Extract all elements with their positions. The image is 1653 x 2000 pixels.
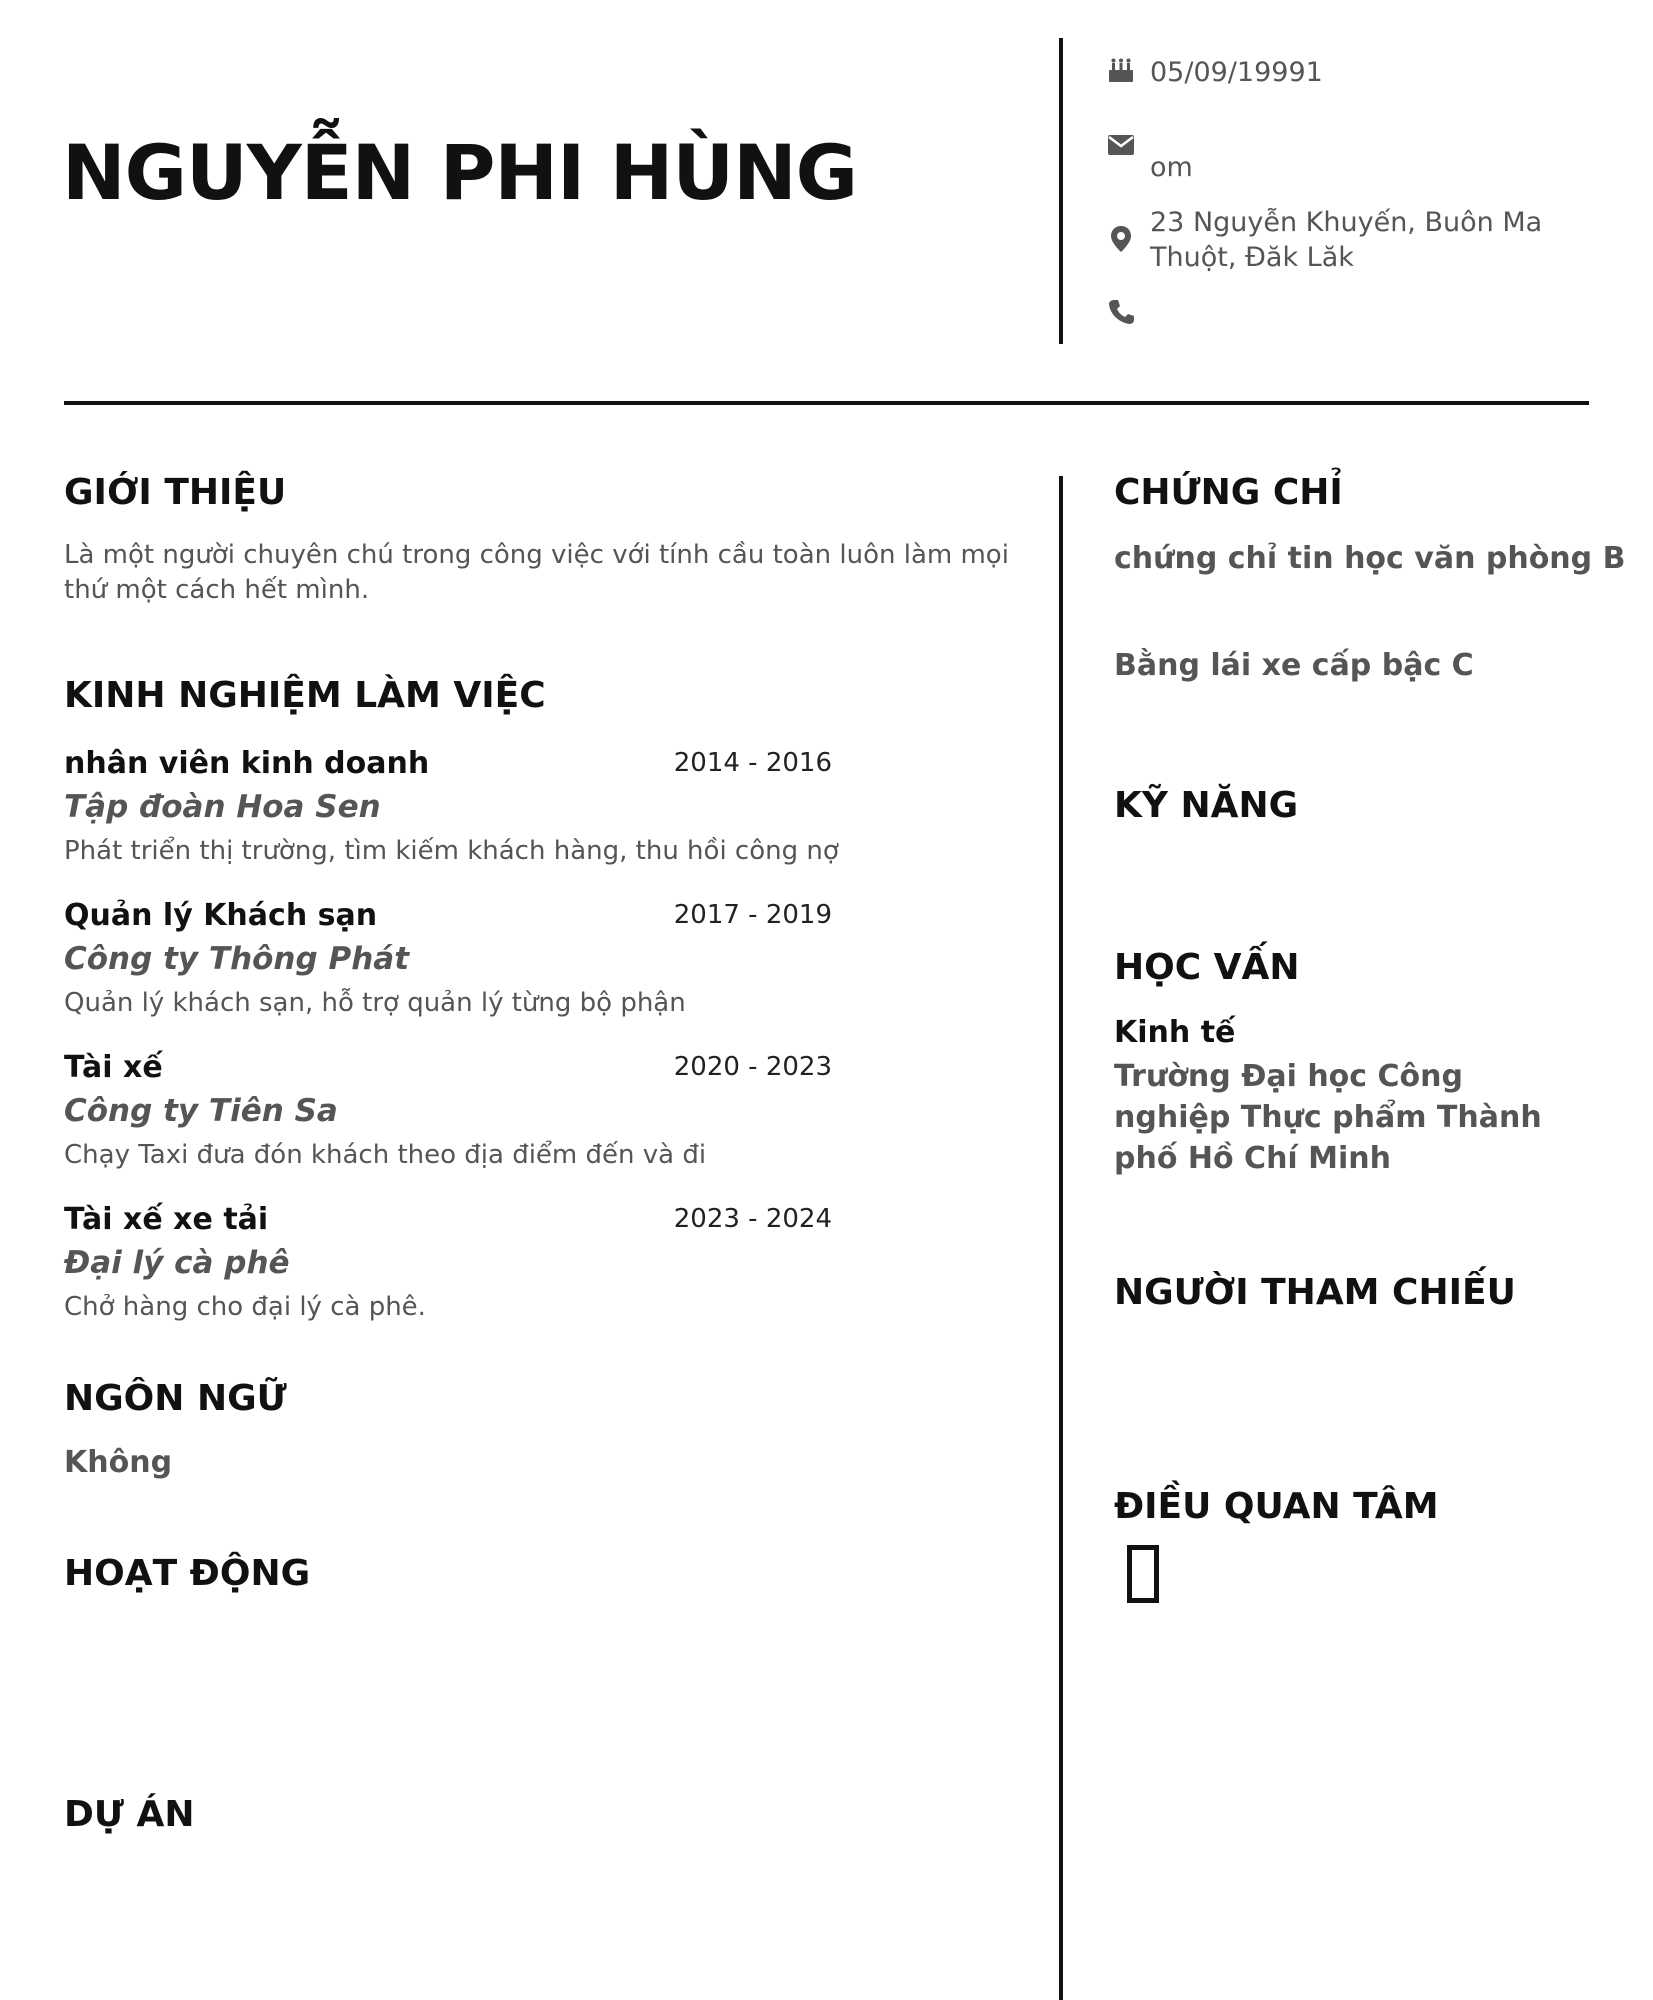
skills-title: KỸ NĂNG <box>1114 785 1299 826</box>
phone-icon <box>1106 297 1136 327</box>
job-years: 2017 - 2019 <box>673 900 832 930</box>
contact-address: 23 Nguyễn Khuyến, Buôn Ma Thuột, Đăk Lăk <box>1150 207 1543 273</box>
job-years: 2014 - 2016 <box>673 748 832 778</box>
certificate-item: chứng chỉ tin học văn phòng B <box>1114 541 1626 576</box>
interests-title: ĐIỀU QUAN TÂM <box>1114 1486 1439 1527</box>
missing-glyph-icon <box>1127 1545 1159 1603</box>
job-position: Tài xế <box>64 1050 163 1085</box>
education-school: Trường Đại học Công nghiệp Thực phẩm Thành phố Hồ Chí Minh <box>1114 1059 1542 1176</box>
job-company: Tập đoàn Hoa Sen <box>64 789 381 825</box>
job-description: Quản lý khách sạn, hỗ trợ quản lý từng bộ phận <box>64 988 686 1018</box>
envelope-icon <box>1106 130 1136 160</box>
certificates-title: CHỨNG CHỈ <box>1114 472 1343 513</box>
job-description: Chở hàng cho đại lý cà phê. <box>64 1292 426 1322</box>
certificate-item: Bằng lái xe cấp bậc C <box>1114 648 1474 683</box>
job-company: Công ty Tiên Sa <box>64 1093 338 1129</box>
header-divider-horizontal <box>64 401 1589 405</box>
job-position: Quản lý Khách sạn <box>64 898 378 933</box>
education-major: Kinh tế <box>1114 1015 1236 1050</box>
education-title: HỌC VẤN <box>1114 947 1300 988</box>
contact-birthday: 05/09/19991 <box>1150 57 1323 88</box>
job-company: Công ty Thông Phát <box>64 941 410 977</box>
map-marker-icon <box>1106 224 1136 254</box>
contact-email[interactable]: om <box>1150 152 1193 183</box>
job-position: Tài xế xe tải <box>64 1202 269 1237</box>
column-divider <box>1059 476 1063 2000</box>
job-company: Đại lý cà phê <box>64 1245 290 1281</box>
experience-title: KINH NGHIỆM LÀM VIỆC <box>64 675 546 716</box>
candidate-name: NGUYỄN PHI HÙNG <box>62 128 858 217</box>
header-divider-vertical <box>1059 38 1063 344</box>
projects-title: DỰ ÁN <box>64 1794 195 1835</box>
job-years: 2020 - 2023 <box>673 1052 832 1082</box>
job-years: 2023 - 2024 <box>673 1204 832 1234</box>
languages-title: NGÔN NGỮ <box>64 1378 287 1419</box>
intro-text: Là một người chuyên chú trong công việc với tính cầu toàn luôn làm mọi thứ một cách hết mình. <box>64 540 1009 605</box>
birthday-cake-icon <box>1106 56 1136 86</box>
job-description: Phát triển thị trường, tìm kiếm khách hàng, thu hồi công nợ <box>64 836 839 866</box>
references-title: NGƯỜI THAM CHIẾU <box>1114 1272 1516 1313</box>
activities-title: HOẠT ĐỘNG <box>64 1553 311 1594</box>
job-description: Chạy Taxi đưa đón khách theo địa điểm đến và đi <box>64 1140 707 1170</box>
language-value: Không <box>64 1445 173 1480</box>
intro-title: GIỚI THIỆU <box>64 472 287 513</box>
job-position: nhân viên kinh doanh <box>64 746 430 781</box>
